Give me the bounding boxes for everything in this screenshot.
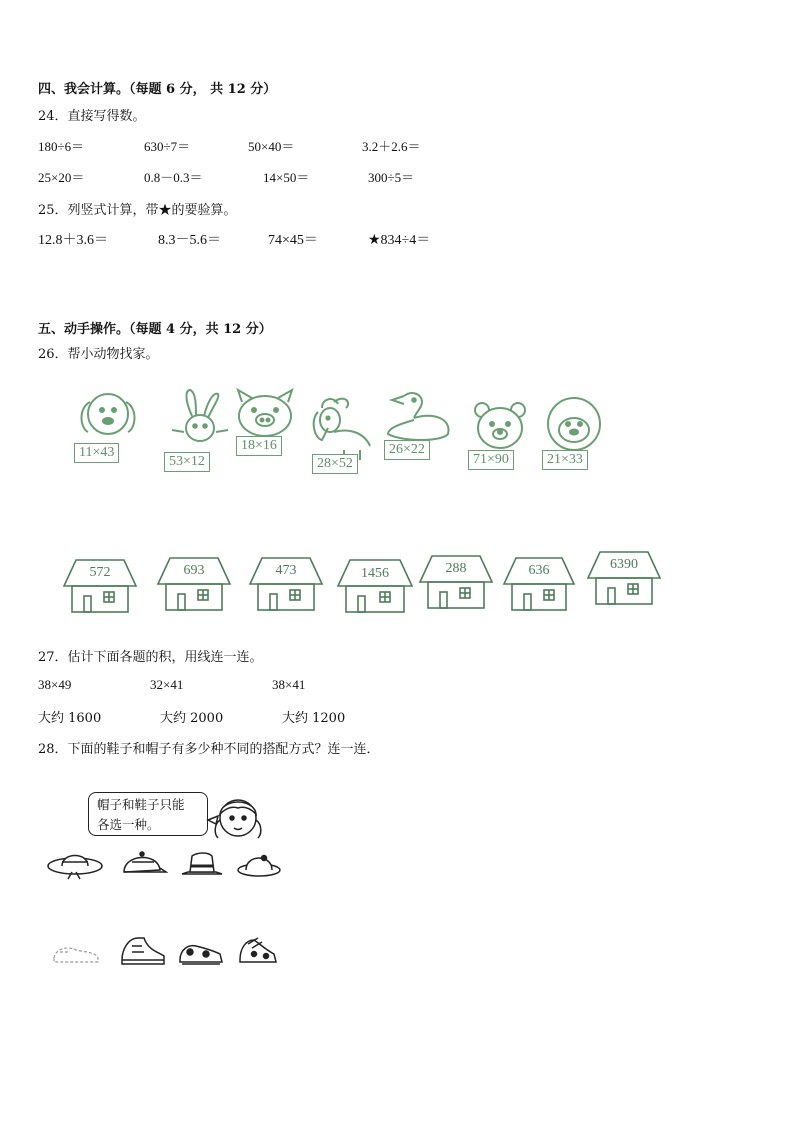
- speech-line-2: 各选一种。: [97, 817, 160, 832]
- animal-rabbit[interactable]: [164, 388, 236, 474]
- house-number: 693: [183, 563, 205, 578]
- speech-line-1: 帽子和鞋子只能: [97, 797, 185, 812]
- animal-sign: 28×52: [312, 454, 358, 474]
- house[interactable]: [416, 554, 496, 610]
- goat-icon: [304, 394, 382, 460]
- house[interactable]: [246, 556, 326, 612]
- hat-icon[interactable]: [178, 850, 226, 880]
- house-number: 572: [89, 565, 111, 580]
- q24-item: 180÷6＝: [38, 139, 85, 154]
- girl-icon: [204, 790, 268, 846]
- duck-icon: [382, 390, 458, 444]
- animal-sign: 71×90: [468, 450, 514, 470]
- q28-prompt: 28．下面的鞋子和帽子有多少种不同的搭配方式？连一连．: [38, 742, 380, 757]
- monkey-icon: [540, 396, 612, 452]
- q24-prompt: 24．直接写得数。: [38, 109, 146, 124]
- dog-icon: [72, 388, 144, 448]
- animal-goat[interactable]: [304, 394, 382, 480]
- q24-item: 0.8－0.3＝: [144, 170, 203, 185]
- speech-bubble: [88, 792, 208, 836]
- q27-expression[interactable]: 38×49: [38, 677, 72, 692]
- q24-item: 300÷5＝: [368, 170, 415, 185]
- house-number: 6390: [610, 557, 638, 572]
- q27-estimate[interactable]: 大约 2000: [160, 711, 224, 726]
- animal-sign: 53×12: [164, 452, 210, 472]
- shoe-icon[interactable]: [118, 934, 168, 968]
- animal-sign: 21×33: [542, 450, 588, 470]
- q27-estimate[interactable]: 大约 1200: [282, 711, 346, 726]
- bear-icon: [466, 400, 534, 452]
- house[interactable]: [334, 558, 416, 614]
- house-number: 288: [445, 561, 467, 576]
- rabbit-icon: [164, 388, 236, 454]
- q24-item: 14×50＝: [263, 170, 310, 185]
- animal-sign: 11×43: [74, 443, 119, 463]
- animal-dog[interactable]: [72, 388, 144, 466]
- hat-icon[interactable]: [118, 848, 168, 880]
- house[interactable]: [60, 558, 140, 614]
- q24-item: 50×40＝: [248, 139, 295, 154]
- shoe-icon[interactable]: [234, 934, 280, 968]
- section-5-title: 五、动手操作。（每题 4 分，共 12 分）: [38, 322, 272, 337]
- animal-sign: 26×22: [384, 440, 430, 460]
- animal-bear[interactable]: [466, 400, 534, 476]
- q25-item: 74×45＝: [268, 233, 318, 248]
- q27-expression[interactable]: 32×41: [150, 677, 184, 692]
- q25-item: 12.8＋3.6＝: [38, 233, 108, 248]
- section-4-title: 四、我会计算。（每题 6 分， 共 12 分）: [38, 82, 277, 97]
- animal-duck[interactable]: [382, 390, 458, 464]
- house[interactable]: [500, 556, 578, 612]
- house-number: 636: [528, 563, 550, 578]
- hat-icon[interactable]: [236, 848, 282, 878]
- house-number: 1456: [361, 566, 389, 581]
- house[interactable]: [154, 556, 234, 612]
- house[interactable]: [584, 550, 664, 606]
- q27-expression[interactable]: 38×41: [272, 677, 306, 692]
- animal-pig[interactable]: [232, 388, 298, 464]
- q27-prompt: 27．估计下面各题的积，用线连一连。: [38, 650, 263, 665]
- q24-item: 25×20＝: [38, 170, 85, 185]
- q25-item: 8.3－5.6＝: [158, 233, 221, 248]
- hat-icon[interactable]: [46, 846, 104, 880]
- q24-item: 630÷7＝: [144, 139, 191, 154]
- q25-prompt: 25．列竖式计算，带★的要验算。: [38, 203, 237, 218]
- q27-estimate[interactable]: 大约 1600: [38, 711, 102, 726]
- q25-item: ★834÷4＝: [368, 233, 431, 248]
- house-number: 473: [275, 563, 297, 578]
- shoe-icon[interactable]: [176, 936, 226, 968]
- shoe-icon[interactable]: [50, 938, 102, 966]
- animal-monkey[interactable]: [540, 396, 612, 472]
- pig-icon: [232, 388, 298, 440]
- q26-prompt: 26．帮小动物找家。: [38, 347, 159, 362]
- q24-item: 3.2＋2.6＝: [362, 139, 421, 154]
- animal-sign: 18×16: [236, 436, 282, 456]
